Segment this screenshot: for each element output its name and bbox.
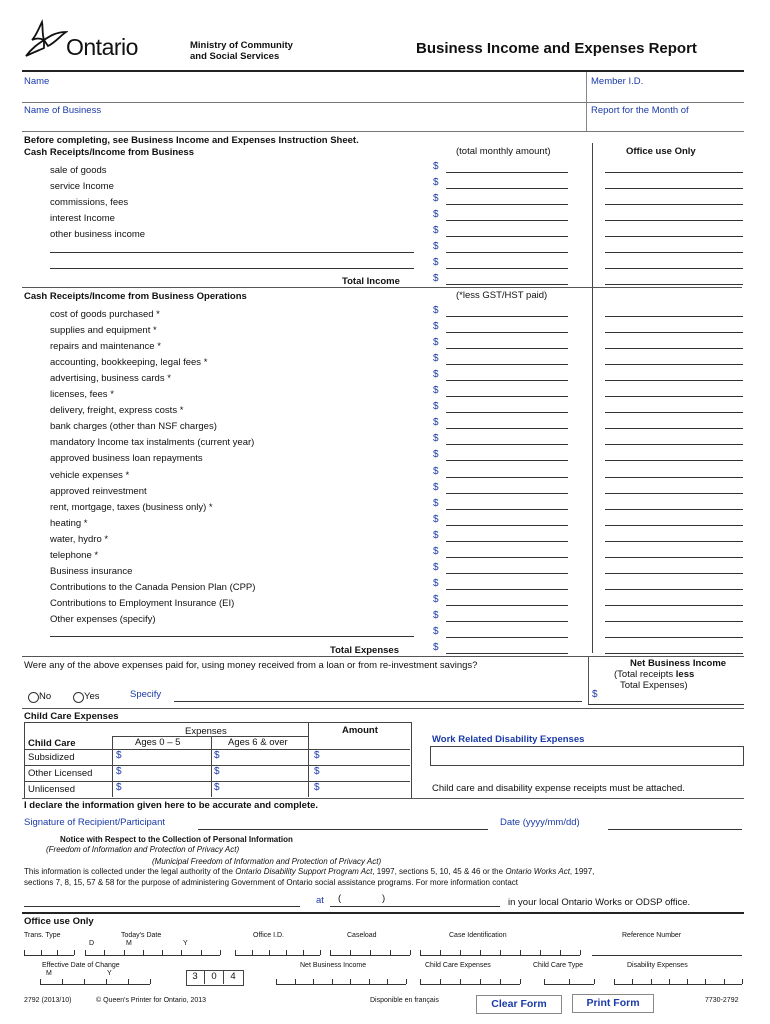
declaration: I declare the information given here to be accurate and complete. [24,800,319,811]
copyright: © Queen's Printer for Ontario, 2013 [96,997,206,1004]
comb-tick [544,979,545,984]
income-amount-field[interactable] [446,268,568,269]
dollar-sign: $ [433,241,439,252]
dollar-sign: $ [214,750,220,761]
comb-tick [269,950,270,955]
notice-title: Notice with Respect to the Collection of Personal Information [60,835,293,844]
comb-tick [57,950,58,955]
trans-type-label: Trans. Type [24,932,61,939]
eff-year-label: Y [107,970,112,977]
year-label: Y [183,940,188,947]
expense-amount-field[interactable] [446,396,568,397]
comb-tick [500,979,501,984]
expense-amount-field[interactable] [446,653,568,654]
form-number: 2792 (2013/10) [24,997,72,1004]
child-care-row-label: Other Licensed [28,768,93,779]
cc-amount-header: Amount [342,725,378,736]
comb-tick [460,950,461,955]
net-income-dollar: $ [592,689,598,700]
code-digit: 4 [230,971,236,982]
expense-office-field[interactable] [605,589,743,590]
expense-amount-field[interactable] [446,525,568,526]
income-amount-field[interactable] [446,236,568,237]
expense-amount-field[interactable] [446,316,568,317]
comb-tick [669,979,670,984]
dollar-sign: $ [433,610,439,621]
other-income-line-2[interactable] [50,268,414,269]
ontario-logo [22,18,172,63]
loan-question: Were any of the above expenses paid for, using money received from a loan or from re-investment savings? [24,660,478,671]
child-care-amount-field[interactable] [322,766,408,779]
comb-tick [276,979,277,984]
comb-tick [286,950,287,955]
business-name-field[interactable] [24,117,584,129]
child-care-amount-field[interactable] [124,750,210,763]
day-label: D [89,940,95,947]
other-income-line-1[interactable] [50,252,414,253]
office-id-label: Office I.D. [253,932,284,939]
no-label: No [39,691,52,702]
eff-month-label: M [46,970,52,977]
cc-age1-header: Ages 0 – 5 [135,737,181,748]
name-field[interactable] [24,88,584,100]
comb-tick [106,979,107,984]
comb-tick [724,979,725,984]
income-item-label: service Income [50,181,114,192]
comb-tick [84,979,85,984]
comb-tick [295,979,296,984]
cc-age2-header: Ages 6 & over [228,737,288,748]
comb-tick [369,979,370,984]
paren-close: ) [382,893,386,904]
ministry-line-2: and Social Services [190,51,280,62]
operations-heading: Cash Receipts/Income from Business Operations [24,291,247,302]
income-amount-field[interactable] [446,188,568,189]
code-digit: 3 [186,971,205,984]
name-label: Name [24,76,50,87]
expense-amount-field[interactable] [446,557,568,558]
office-id-field[interactable] [235,955,320,956]
dollar-sign: $ [433,514,439,525]
comb-tick [24,950,25,955]
page-title: Business Income and Expenses Report [416,40,697,57]
case-id-field[interactable] [420,955,580,956]
report-month-label: Report for the Month of [591,105,689,116]
form-code: 7730-2792 [705,997,739,1004]
cc-expenses-header: Expenses [185,726,227,737]
notice-body-2: sections 7, 8, 15, 57 & 58 for the purpose of administering Government of Ontario social assistance programs. For more information contact [24,878,519,887]
comb-tick [520,950,521,955]
case-id-label: Case Identification [449,932,507,939]
child-care-heading: Child Care Expenses [24,711,119,722]
comb-tick [569,979,570,984]
expense-office-field[interactable] [605,541,743,542]
specify-label: Specify [130,689,162,700]
signature-label: Signature of Recipient/Participant [24,817,165,828]
expense-item-label: approved reinvestment [50,486,147,497]
income-item-label: interest Income [50,213,115,224]
trans-type-field[interactable] [24,955,74,956]
caseload-field[interactable] [330,955,410,956]
expense-amount-field[interactable] [446,573,568,574]
cc-type-code-field[interactable] [544,984,594,985]
total-income-label: Total Income [342,276,400,287]
dollar-sign: $ [433,642,439,653]
comb-tick [162,950,163,955]
local-office-text: in your local Ontario Works or ODSP office. [508,897,691,908]
dollar-sign: $ [433,193,439,204]
dollar-sign: $ [116,782,122,793]
paren-open: ( [338,893,342,904]
expense-item-label: licenses, fees * [50,389,114,400]
expense-amount-field[interactable] [446,509,568,510]
effective-date-label: Effective Date of Change [42,962,120,969]
code-digit: 0 [205,971,224,984]
comb-tick [742,979,743,984]
instructions: Before completing, see Business Income and Expenses Instruction Sheet. [24,135,359,146]
dollar-sign: $ [214,782,220,793]
expense-item-label: mandatory Income tax instalments (current year) [50,437,255,448]
comb-tick [632,979,633,984]
dollar-sign: $ [214,766,220,777]
child-care-amount-field[interactable] [124,766,210,779]
expense-office-field[interactable] [605,477,743,478]
dollar-sign: $ [433,626,439,637]
expense-item-label: telephone * [50,550,99,561]
expense-item-label: rent, mortgage, taxes (business only) * [50,502,213,513]
yes-radio[interactable] [73,692,84,703]
dollar-sign: $ [433,530,439,541]
comb-tick [220,950,221,955]
receipts-note: Child care and disability expense receipts must be attached. [432,783,685,794]
comb-tick [687,979,688,984]
comb-tick [500,950,501,955]
comb-tick [350,950,351,955]
child-care-amount-field[interactable] [222,782,306,795]
expense-amount-field[interactable] [446,380,568,381]
office-use-heading: Office use Only [24,916,94,927]
expense-item-label: repairs and maintenance * [50,341,161,352]
income-item-label: other business income [50,229,146,240]
expense-office-field[interactable] [605,348,743,349]
child-care-row-label: Unlicensed [28,784,75,795]
dollar-sign: $ [314,766,320,777]
month-label: M [126,940,132,947]
expense-amount-field[interactable] [446,637,568,638]
expense-item-label: approved business loan repayments [50,453,203,464]
business-name-label: Name of Business [24,105,102,116]
trillium-icon [22,18,68,58]
expense-amount-field[interactable] [446,364,568,365]
dollar-sign: $ [433,546,439,557]
expense-office-field[interactable] [605,557,743,558]
operations-amount-header: (*less GST/HST paid) [456,290,548,301]
child-care-row-label: Subsidized [28,752,75,763]
income-office-field[interactable] [605,204,743,205]
expense-amount-field[interactable] [446,477,568,478]
yes-label: Yes [84,691,100,702]
cc-type-header: Child Care [28,738,76,749]
expense-office-field[interactable] [605,316,743,317]
net-income-field[interactable] [602,692,742,702]
caseload-label: Caseload [347,932,377,939]
ministry-line-1: Ministry of Community [190,40,293,51]
comb-tick [420,979,421,984]
dollar-sign: $ [433,385,439,396]
comb-tick [201,950,202,955]
comb-tick [460,979,461,984]
dollar-sign: $ [433,482,439,493]
expense-item-label: bank charges (other than NSF charges) [50,421,217,432]
total-expenses-label: Total Expenses [330,645,399,656]
income-office-field[interactable] [605,252,743,253]
comb-tick [128,979,129,984]
net-income-code-field[interactable] [276,984,406,985]
expense-item-label: Contributions to Employment Insurance (EI) [50,598,235,609]
comb-tick [520,979,521,984]
expense-office-field[interactable] [605,525,743,526]
comb-tick [440,979,441,984]
child-care-amount-field[interactable] [124,782,210,795]
member-id-label: Member I.D. [591,76,644,87]
todays-date-field[interactable] [85,955,220,956]
income-amount-field[interactable] [446,252,568,253]
expense-amount-field[interactable] [446,460,568,461]
comb-tick [143,950,144,955]
dollar-sign: $ [433,225,439,236]
expense-office-field[interactable] [605,653,743,654]
expense-amount-field[interactable] [446,589,568,590]
disability-field[interactable] [430,746,744,766]
at-label: at [316,895,324,906]
print-form-button[interactable]: Print Form [572,994,654,1013]
comb-tick [390,950,391,955]
todays-date-label: Today's Date [121,932,162,939]
expense-amount-field[interactable] [446,605,568,606]
expense-office-field[interactable] [605,396,743,397]
comb-tick [410,950,411,955]
comb-tick [560,950,561,955]
expense-item-label: Other expenses (specify) [50,614,156,625]
comb-tick [387,979,388,984]
expense-item-label: advertising, business cards * [50,373,171,384]
income-heading: Cash Receipts/Income from Business [24,147,194,158]
comb-tick [705,979,706,984]
comb-tick [320,950,321,955]
expense-amount-field[interactable] [446,348,568,349]
expense-office-field[interactable] [605,509,743,510]
dollar-sign: $ [433,257,439,268]
income-office-field[interactable] [605,268,743,269]
income-office-field[interactable] [605,188,743,189]
dollar-sign: $ [116,750,122,761]
dollar-sign: $ [433,369,439,380]
comb-tick [41,950,42,955]
comb-tick [181,950,182,955]
comb-tick [614,979,615,984]
dis-exp-code-field[interactable] [614,984,742,985]
income-amount-header: (total monthly amount) [456,146,551,157]
cc-expenses-code-field[interactable] [420,984,520,985]
contact-phone-field[interactable] [330,906,500,907]
expense-office-field[interactable] [605,493,743,494]
dollar-sign: $ [433,177,439,188]
reference-label: Reference Number [622,932,682,939]
expense-item-label: accounting, bookkeeping, legal fees * [50,357,208,368]
child-care-amount-field[interactable] [222,750,306,763]
comb-tick [406,979,407,984]
cc-type-code-label: Child Care Type [533,962,584,969]
comb-tick [252,950,253,955]
expense-amount-field[interactable] [446,541,568,542]
income-item-label: commissions, fees [50,197,129,208]
dollar-sign: $ [433,433,439,444]
expense-office-field[interactable] [605,460,743,461]
income-amount-field[interactable] [446,284,568,285]
comb-tick [85,950,86,955]
expense-office-field[interactable] [605,332,743,333]
dis-exp-code-label: Disability Expenses [627,962,688,969]
comb-tick [303,950,304,955]
dollar-sign: $ [433,594,439,605]
dollar-sign: $ [314,750,320,761]
expense-item-label: supplies and equipment * [50,325,157,336]
expense-office-field[interactable] [605,605,743,606]
child-care-amount-field[interactable] [222,766,306,779]
dollar-sign: $ [433,321,439,332]
child-care-amount-field[interactable] [322,750,408,763]
income-amount-field[interactable] [446,220,568,221]
other-expenses-line[interactable] [50,636,414,637]
french-note: Disponible en français [370,997,439,1004]
net-income-line3: Total Expenses) [620,680,688,691]
comb-tick [150,979,151,984]
reference-field[interactable] [592,955,742,956]
expense-office-field[interactable] [605,364,743,365]
comb-tick [330,950,331,955]
specify-field[interactable] [174,701,582,702]
notice-subtitle-2: (Municipal Freedom of Information and Protection of Privacy Act) [152,857,382,866]
date-field[interactable] [608,829,742,830]
income-office-field[interactable] [605,172,743,173]
report-month-field[interactable] [591,117,741,129]
dollar-sign: $ [433,161,439,172]
comb-tick [350,979,351,984]
comb-tick [104,950,105,955]
expense-amount-field[interactable] [446,621,568,622]
expense-amount-field[interactable] [446,493,568,494]
clear-form-button[interactable]: Clear Form [476,995,562,1014]
comb-tick [332,979,333,984]
comb-tick [40,979,41,984]
member-id-field[interactable] [591,88,741,100]
comb-tick [235,950,236,955]
cc-expenses-code-label: Child Care Expenses [425,962,491,969]
expense-office-field[interactable] [605,412,743,413]
comb-tick [74,950,75,955]
dollar-sign: $ [433,353,439,364]
dollar-sign: $ [433,466,439,477]
dollar-sign: $ [433,449,439,460]
comb-tick [480,950,481,955]
income-amount-field[interactable] [446,204,568,205]
income-office-field[interactable] [605,220,743,221]
signature-field[interactable] [198,829,488,830]
child-care-amount-field[interactable] [322,782,408,795]
income-office-field[interactable] [605,236,743,237]
comb-tick [124,950,125,955]
expense-item-label: delivery, freight, express costs * [50,405,184,416]
expense-item-label: Contributions to the Canada Pension Plan (CPP) [50,582,256,593]
comb-tick [62,979,63,984]
office-use-header: Office use Only [626,146,696,157]
expense-office-field[interactable] [605,573,743,574]
comb-tick [580,950,581,955]
effective-date-field[interactable] [40,984,150,985]
expense-item-label: heating * [50,518,88,529]
net-income-line2: (Total receipts less [614,669,695,680]
expense-item-label: cost of goods purchased * [50,309,160,320]
comb-tick [420,950,421,955]
comb-tick [540,950,541,955]
income-office-field[interactable] [605,284,743,285]
notice-subtitle: (Freedom of Information and Protection of Privacy Act) [46,845,240,854]
no-radio[interactable] [28,692,39,703]
dollar-sign: $ [433,209,439,220]
dollar-sign: $ [433,273,439,284]
expense-item-label: water, hydro * [50,534,109,545]
expense-item-label: Business insurance [50,566,133,577]
dollar-sign: $ [314,782,320,793]
comb-tick [480,979,481,984]
comb-tick [651,979,652,984]
expense-amount-field[interactable] [446,428,568,429]
dollar-sign: $ [433,401,439,412]
expense-office-field[interactable] [605,621,743,622]
dollar-sign: $ [433,305,439,316]
brand-wordmark: Ontario [66,34,138,60]
expense-amount-field[interactable] [446,332,568,333]
income-amount-field[interactable] [446,172,568,173]
dollar-sign: $ [433,417,439,428]
comb-tick [370,950,371,955]
notice-body-1: This information is collected under the legal authority of the Ontario Disability Support Program Act, 1997, sections 5, 10, 45 & 46 or the Ontario Works Act, 1997, [24,867,595,876]
expense-office-field[interactable] [605,444,743,445]
contact-name-field[interactable] [24,906,300,907]
expense-office-field[interactable] [605,637,743,638]
dollar-sign: $ [433,498,439,509]
expense-item-label: vehicle expenses * [50,470,130,481]
disability-heading: Work Related Disability Expenses [432,734,585,745]
expense-office-field[interactable] [605,380,743,381]
comb-tick [313,979,314,984]
net-income-line1: Net Business Income [630,658,727,669]
dollar-sign: $ [433,562,439,573]
expense-office-field[interactable] [605,428,743,429]
dollar-sign: $ [116,766,122,777]
net-income-code-label: Net Business Income [300,962,367,969]
comb-tick [594,979,595,984]
income-item-label: sale of goods [50,165,107,176]
expense-amount-field[interactable] [446,412,568,413]
dollar-sign: $ [433,337,439,348]
comb-tick [440,950,441,955]
date-label: Date (yyyy/mm/dd) [500,817,580,828]
expense-amount-field[interactable] [446,444,568,445]
dollar-sign: $ [433,578,439,589]
